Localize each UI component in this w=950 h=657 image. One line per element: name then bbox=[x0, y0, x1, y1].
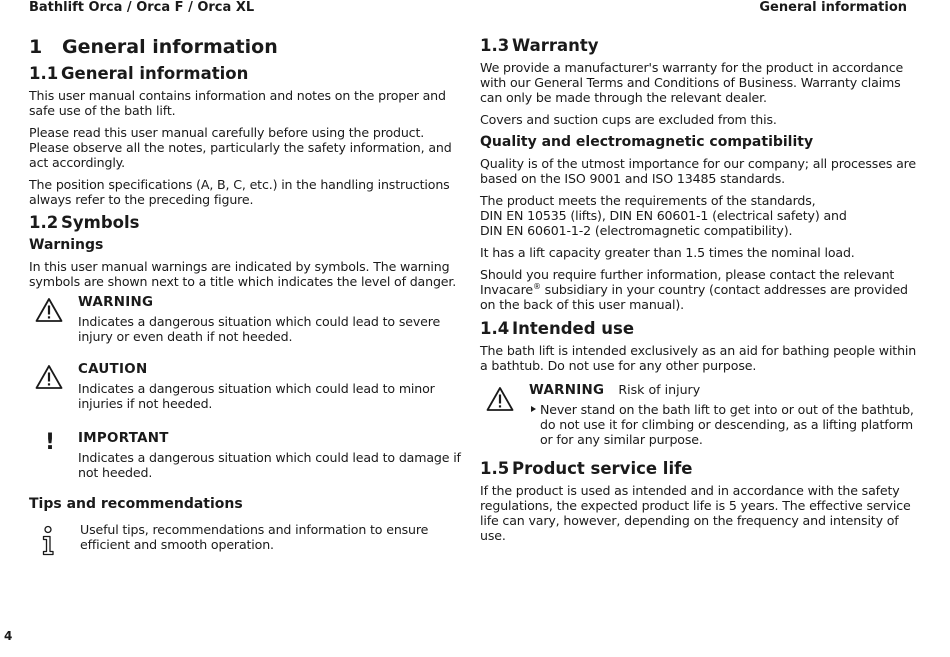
left-column bbox=[29, 36, 464, 561]
note-title: IMPORTANT bbox=[78, 431, 169, 446]
paragraph-standards bbox=[480, 193, 920, 238]
warning-triangle-icon bbox=[486, 386, 514, 412]
important-note bbox=[29, 431, 464, 480]
note-text: Indicates a dangerous situation which could lead to damage if not heeded. bbox=[78, 450, 461, 480]
warning-note bbox=[29, 295, 464, 344]
section-title: Intended use bbox=[512, 319, 635, 338]
running-header-left: Bathlift Orca / Orca F / Orca XL bbox=[29, 0, 255, 15]
contact-text: subsidiary in your country (contact addresses are provided on the back of this user manual). bbox=[480, 282, 908, 312]
paragraph: We provide a manufacturer's warranty for the product in accordance with our General Terms and Conditions of Business. Warranty claims can only be made through the relevant dealer. bbox=[480, 60, 904, 105]
paragraph: Quality is of the utmost importance for our company; all processes are based on the ISO 9001 and ISO 13485 standards. bbox=[480, 156, 917, 186]
subheading-quality: Quality and electromagnetic compatibility bbox=[480, 134, 814, 150]
chapter-title: General information bbox=[62, 36, 278, 58]
exclamation-icon: ! bbox=[45, 430, 56, 455]
paragraph: It has a lift capacity greater than 1.5 times the nominal load. bbox=[480, 245, 855, 260]
note-text: Indicates a dangerous situation which could lead to minor injuries if not heeded. bbox=[78, 381, 435, 411]
paragraph: In this user manual warnings are indicated by symbols. The warning symbols are shown next to a title which indicates the level of danger. bbox=[29, 259, 457, 289]
bullet-arrow-icon bbox=[531, 406, 536, 412]
paragraph: If the product is used as intended and in accordance with the safety regulations, the expected product life is 5 years. The effective service life can vary, however, depending on the frequency and intensity of use. bbox=[480, 483, 911, 543]
section-heading-1-4 bbox=[480, 319, 920, 339]
section-heading-1-3 bbox=[480, 36, 920, 56]
registered-mark: ® bbox=[532, 281, 541, 291]
standards-line: The product meets the requirements of the standards, bbox=[480, 193, 816, 208]
bullet-text: Never stand on the bath lift to get into or out of the bathtub, do not use it for climbing or descending, as a lifting platform or for any similar purpose. bbox=[540, 402, 914, 447]
note-title bbox=[529, 382, 920, 399]
right-column bbox=[480, 36, 920, 550]
chapter-number: 1 bbox=[29, 36, 43, 58]
contact-text: Should you require further information, please contact the relevant Invacare bbox=[480, 267, 895, 297]
bullet-item bbox=[529, 402, 920, 447]
section-title: Symbols bbox=[61, 213, 140, 232]
intended-use-warning bbox=[480, 382, 920, 447]
section-title: Product service life bbox=[512, 459, 693, 478]
paragraph: The bath lift is intended exclusively as an aid for bathing people within a bathtub. Do not use for any other purpose. bbox=[480, 343, 917, 373]
section-number: 1.5 bbox=[480, 459, 510, 478]
warning-label: WARNING bbox=[529, 383, 605, 398]
standards-line: DIN EN 60601-1-2 (electromagnetic compatibility). bbox=[480, 223, 793, 238]
note-text: Indicates a dangerous situation which could lead to severe injury or even death if not heeded. bbox=[78, 314, 441, 344]
info-icon bbox=[39, 525, 57, 557]
section-number: 1.2 bbox=[29, 213, 59, 232]
subheading-warnings: Warnings bbox=[29, 237, 104, 253]
page-number: 4 bbox=[4, 629, 13, 643]
paragraph-contact bbox=[480, 267, 920, 312]
paragraph: This user manual contains information and notes on the proper and safe use of the bath lift. bbox=[29, 88, 446, 118]
section-number: 1.1 bbox=[29, 64, 59, 83]
tip-text: Useful tips, recommendations and information to ensure efficient and smooth operation. bbox=[80, 522, 429, 552]
tip-note bbox=[29, 522, 464, 552]
caution-note bbox=[29, 362, 464, 411]
chapter-heading bbox=[29, 36, 464, 59]
section-number: 1.4 bbox=[480, 319, 510, 338]
standards-line: DIN EN 10535 (lifts), DIN EN 60601-1 (electrical safety) and bbox=[480, 208, 847, 223]
section-title: General information bbox=[61, 64, 249, 83]
paragraph: Covers and suction cups are excluded from this. bbox=[480, 112, 777, 127]
section-heading-1-5 bbox=[480, 459, 920, 479]
warning-triangle-icon bbox=[35, 297, 63, 323]
note-title: CAUTION bbox=[78, 362, 148, 377]
section-heading-1-1 bbox=[29, 64, 464, 84]
note-title: WARNING bbox=[78, 295, 154, 310]
risk-label: Risk of injury bbox=[618, 382, 701, 397]
section-title: Warranty bbox=[512, 36, 599, 55]
paragraph: Please read this user manual carefully before using the product. Please observe all the notes, particularly the safety information, and act accordingly. bbox=[29, 125, 452, 170]
caution-triangle-icon bbox=[35, 364, 63, 390]
subheading-tips: Tips and recommendations bbox=[29, 496, 243, 512]
running-header-right: General information bbox=[759, 0, 907, 15]
section-heading-1-2 bbox=[29, 213, 464, 233]
paragraph: The position specifications (A, B, C, etc.) in the handling instructions always refer to the preceding figure. bbox=[29, 177, 450, 207]
section-number: 1.3 bbox=[480, 36, 510, 55]
